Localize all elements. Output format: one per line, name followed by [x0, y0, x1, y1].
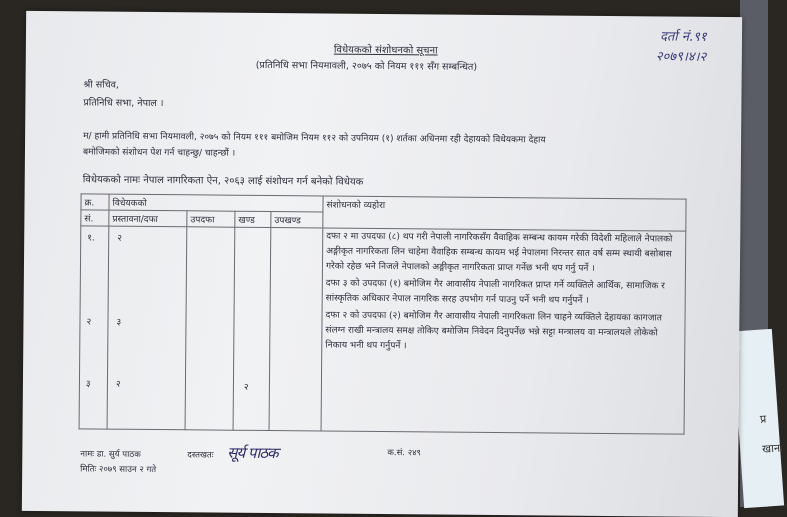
amendment-1: दफा २ मा उपदफा (८) थप गरी नेपाली नागरिकसँग वैवाहिक सम्बन्ध कायम गरेकी विदेशी महिलाले नेपालको अङ्गीकृत नागरिकता लिन चाहेमा वैवाहिक सम्बन्ध कायम भई नेपालमा निरन्तर सात वर्ष सम्म स्थायी बसोबास गरेको रहेछ भने निजले नेपालको अङ्गीकृत नागरिकता प्राप्त गर्नेछ भनी थप गर्नु पर्ने ।	[325, 231, 673, 274]
addressee-line-1: श्री सचिव,	[83, 79, 120, 91]
amendment-notice-paper	[22, 11, 742, 517]
header-amendment: संशोधनको व्यहोरा	[323, 196, 686, 231]
notice-subtitle: (प्रतिनिधि सभा नियमावली, २०७५ को नियम १११ सँग सम्बन्धित)	[255, 59, 478, 73]
blue-card-text-a: प्र	[759, 412, 767, 426]
row-1-section: २	[117, 233, 122, 244]
header-bill-group: विधेयकको	[109, 194, 323, 212]
header-serial-bottom: सं.	[81, 210, 109, 226]
signature-label: दस्तखतः	[187, 450, 214, 461]
intro-line-1: म/ हामी प्रतिनिधि सभा नियमावली, २०७५ को नियम १११ बमोजिम नियम ११२ को उपनियम (१) शर्तका अधिनमा रही देहायको विधेयकमा देहाय	[83, 131, 546, 146]
clause-column	[233, 227, 271, 430]
row-3-serial: ३	[85, 379, 91, 390]
bill-name: विधेयकको नामः नेपाल नागरिकता ऐन, २०६३ लाई संशोधन गर्न बनेको विधेयक	[82, 174, 364, 188]
signature: सूर्य पाठक	[227, 443, 278, 463]
row-3-clause: २	[243, 382, 249, 393]
amendment-text-column	[321, 228, 686, 434]
row-1-serial: १.	[87, 233, 95, 244]
notice-title: विधेयकको संशोधनको सूचना	[333, 44, 438, 57]
blue-card-text-b: खाना	[761, 441, 784, 456]
serial-column	[79, 226, 109, 429]
header-serial-top: क्र.	[81, 194, 109, 210]
subclause-column	[269, 228, 323, 431]
addressee-line-2: प्रतिनिधि सभा, नेपाल ।	[83, 97, 164, 110]
amendment-2: दफा ३ को उपदफा (१) बमोजिम गैर आवासीय नेपाली नागरिकत प्राप्त गर्ने व्यक्तिले आर्थिक, सामाजिक र सांस्कृतिक अधिकार नेपाल नागरिक सरह उपभोग गर्न पाउनु पर्ने भनी थप गर्नुपर्ने ।	[325, 278, 665, 306]
amendment-table	[79, 193, 687, 434]
header-preamble: प्रस्तावना/दफा	[109, 210, 187, 227]
row-3-section: २	[115, 379, 121, 390]
intro-line-2: बमोजिमको संशोधन पेश गर्न चाहन्छु/ चाहन्छौं ।	[82, 147, 236, 159]
header-clause: खण्ड	[235, 211, 271, 227]
handwritten-registration-no: दर्ता नं.९१	[659, 29, 707, 45]
subsection-column	[185, 227, 235, 430]
section-column	[107, 226, 187, 430]
amendment-3: दफा २ को उपदफा (२) बमोजिम गैर आवासीय नेपाली नागरिकता लिन चाहने व्यक्तिले देहायका कागजात संलग्न राखी मन्त्रालय समक्ष तोकिए बमोजिम निवेदन दिनुपर्नेछ भन्ने सट्टा मन्त्रालय वा मन्त्रालयले तोकेको निकाय भनी थप गर्नुपर्ने ।	[325, 310, 662, 352]
handwritten-date: २०७९।४।२	[655, 49, 707, 65]
serial-number: क.सं. २४९	[387, 448, 422, 459]
row-2-serial: २	[86, 317, 92, 328]
row-2-section: ३	[116, 317, 122, 328]
header-subclause: उपखण्ड	[271, 212, 323, 228]
signer-name: नामः डा. सुर्य पाठक	[80, 449, 141, 460]
signing-date: मितिः २०७९ साउन २ गते	[80, 464, 157, 476]
header-subsection: उपदफा	[187, 211, 235, 227]
